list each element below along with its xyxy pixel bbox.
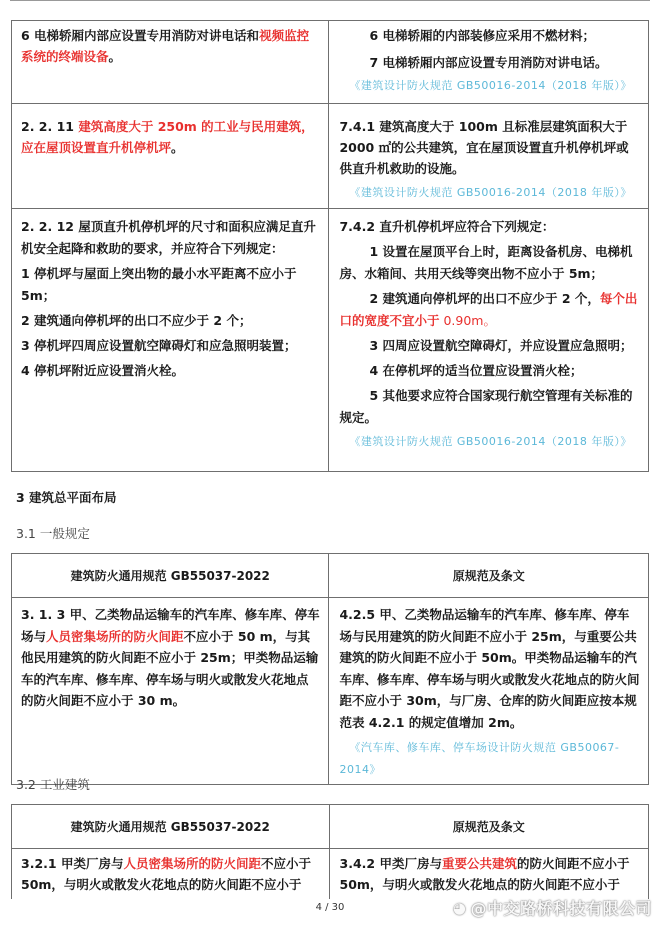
table-cell-left bbox=[12, 849, 330, 900]
table-header-row bbox=[12, 554, 649, 598]
column-header: 原规范及条文 bbox=[329, 554, 649, 598]
highlight-text: 人员密集场所的防火间距 bbox=[123, 856, 261, 871]
page-number: 4 / 30 bbox=[315, 902, 345, 913]
clause-line: 7 电梯轿厢内部应设置专用消防对讲电话。 bbox=[369, 55, 608, 70]
source-citation: 《汽车库、修车库、停车场设计防火规范 GB50067-2014》 bbox=[339, 741, 620, 776]
clause-text bbox=[329, 209, 648, 457]
table-row bbox=[12, 209, 649, 472]
subsection-heading: 3.2 工业建筑 bbox=[16, 777, 90, 792]
table-row bbox=[12, 104, 649, 209]
clause-text bbox=[329, 598, 648, 784]
table-row bbox=[12, 21, 649, 104]
clause-line: 5 其他要求应符合国家现行航空管理有关标准的规定。 bbox=[339, 388, 633, 425]
clause-text bbox=[329, 104, 648, 207]
highlight-text: 每个出口的宽度不宜小于 bbox=[339, 291, 638, 328]
table-cell-left bbox=[12, 598, 329, 785]
column-header: 建筑防火通用规范 GB55037-2022 bbox=[12, 805, 330, 849]
comparison-table-2 bbox=[11, 553, 649, 785]
source-citation: 《建筑设计防火规范 GB50016-2014（2018 年版）》 bbox=[349, 435, 632, 448]
highlight-text: 建筑高度大于 250m 的工业与民用建筑，应在屋顶设置直升机停机坪 bbox=[21, 119, 314, 155]
clause-text bbox=[329, 21, 648, 100]
table-cell-left bbox=[12, 104, 329, 209]
table-cell-right bbox=[329, 21, 649, 104]
clause-line: 2 建筑通向停机坪的出口不应少于 2 个，每个出口的宽度不宜小于 0.90m。 bbox=[339, 291, 638, 328]
clause-text: 3. 1. 3 甲、乙类物品运输车的汽车库、修车库、停车场与人员密集场所的防火间距不应小于 50 m，与其他民用建筑的防火间距不应小于 25m；甲类物品运输车的汽车库、修车库、停车场与明火或散发火花地点的防火间距不应小于 30 m。 bbox=[21, 607, 320, 708]
clause-line: 3 停机坪四周应设置航空障碍灯和应急照明装置； bbox=[21, 338, 297, 353]
clause-line: 4.2.5 甲、乙类物品运输车的汽车库、修车库、停车场与民用建筑的防火间距不应小于 25m，与重要公共建筑的防火间距不应小于 50m。甲类物品运输车的汽车库、修车库、停车场与明火或散发火花地点的防火间距不应小于 30m，与厂房、仓库的防火间距应按本规范表 4.2.1 的规定值增加 2m。 bbox=[339, 607, 640, 730]
clause-line: 4 在停机坪的适当位置应设置消火栓； bbox=[369, 363, 583, 378]
table-cell-right bbox=[329, 598, 649, 785]
column-header: 建筑防火通用规范 GB55037-2022 bbox=[12, 554, 329, 598]
table-row bbox=[12, 849, 649, 900]
clause-line: 1 设置在屋顶平台上时，距离设备机房、电梯机房、水箱间、共用天线等突出物不应小于 5m； bbox=[339, 244, 633, 281]
weibo-logo-icon: ◕ bbox=[452, 898, 467, 917]
table-row bbox=[12, 598, 649, 785]
clause-line: 1 停机坪与屋面上突出物的最小水平距离不应小于 5m； bbox=[21, 266, 297, 303]
table-cell-right bbox=[329, 104, 649, 209]
highlight-text: 人员密集场所的防火间距 bbox=[46, 628, 184, 644]
clause-line: 3 四周应设置航空障碍灯，并应设置应急照明； bbox=[369, 338, 633, 353]
clause-text: 6 电梯轿厢内部应设置专用消防对讲电话和视频监控系统的终端设备。 bbox=[21, 28, 310, 64]
table-cell-right bbox=[329, 209, 649, 472]
table-cell-left bbox=[12, 21, 329, 104]
highlight-text: 0.90m。 bbox=[439, 313, 496, 328]
clause-text: 3.4.2 甲类厂房与重要公共建筑的防火间距不应小于 50m，与明火或散发火花地点的防火间距不应小于 bbox=[339, 856, 630, 892]
comparison-table-1 bbox=[11, 20, 649, 472]
clause-line: 2 建筑通向停机坪的出口不应少于 2 个； bbox=[21, 313, 252, 328]
highlight-text: 重要公共建筑 bbox=[441, 856, 517, 871]
clause-text: 2. 2. 11 建筑高度大于 250m 的工业与民用建筑，应在屋顶设置直升机停机坪。 bbox=[21, 119, 314, 155]
watermark bbox=[453, 896, 652, 919]
clause-text bbox=[12, 209, 328, 386]
subsection-heading: 3.1 一般规定 bbox=[16, 526, 90, 541]
top-rule bbox=[10, 0, 650, 1]
source-citation: 《建筑设计防火规范 GB50016-2014（2018 年版）》 bbox=[349, 186, 632, 199]
clause-line: 2. 2. 12 屋顶直升机停机坪的尺寸和面积应满足直升机安全起降和救助的要求，并应符合下列规定： bbox=[21, 219, 316, 256]
clause-line: 4 停机坪附近应设置消火栓。 bbox=[21, 363, 185, 378]
table-cell-right bbox=[329, 849, 649, 900]
clause-line: 7.4.2 直升机停机坪应符合下列规定： bbox=[339, 219, 555, 234]
clause-line: 7.4.1 建筑高度大于 100m 且标准层建筑面积大于 2000 ㎡的公共建筑，宜在屋顶设置直升机停机坪或供直升机救助的设施。 bbox=[339, 119, 629, 176]
watermark-text: @中交路桥科技有限公司 bbox=[470, 899, 652, 918]
table-header-row bbox=[12, 805, 649, 849]
clause-text: 3.2.1 甲类厂房与人员密集场所的防火间距不应小于 50m，与明火或散发火花地点的防火间距不应小于 bbox=[21, 856, 311, 892]
section-heading: 3 建筑总平面布局 bbox=[16, 490, 117, 505]
highlight-text: 视频监控系统的终端设备 bbox=[21, 28, 310, 64]
source-citation: 《建筑设计防火规范 GB50016-2014（2018 年版）》 bbox=[349, 79, 632, 92]
table-cell-left bbox=[12, 209, 329, 472]
comparison-table-3 bbox=[11, 804, 649, 899]
column-header: 原规范及条文 bbox=[329, 805, 649, 849]
clause-line: 6 电梯轿厢的内部装修应采用不燃材料； bbox=[369, 28, 596, 43]
